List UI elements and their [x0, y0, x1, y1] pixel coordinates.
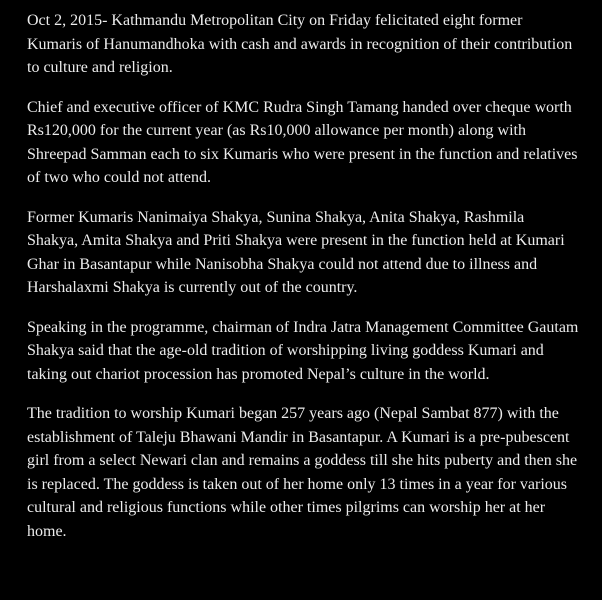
- article-paragraph: Chief and executive officer of KMC Rudra Singh Tamang handed over cheque worth Rs120,000 for the current year (as Rs10,000 allowance per month) along with Shreepad Samman each to six Kumaris who were present in the function and relatives of two who could not attend.: [27, 98, 578, 186]
- article-paragraph: The tradition to worship Kumari began 257 years ago (Nepal Sambat 877) with the establishment of Taleju Bhawani Mandir in Basantapur. A Kumari is a pre-pubescent girl from a select Newari clan and remains a goddess till she hits puberty and then she is replaced. The goddess is taken out of her home only 13 times in a year for various cultural and religious functions while other times pilgrims can worship her at her home.: [27, 405, 578, 540]
- article-body: [27, 9, 579, 543]
- article-paragraph: Speaking in the programme, chairman of Indra Jatra Management Committee Gautam Shakya said that the age-old tradition of worshipping living goddess Kumari and taking out chariot procession has promoted Nepal’s culture in the world.: [27, 318, 579, 383]
- article-paragraph: Oct 2, 2015- Kathmandu Metropolitan City on Friday felicitated eight former Kumaris of Hanumandhoka with cash and awards in recognition of their contribution to culture and religion.: [27, 12, 573, 76]
- article-paragraph: Former Kumaris Nanimaiya Shakya, Sunina Shakya, Anita Shakya, Rashmila Shakya, Amita Shakya and Priti Shakya were present in the function held at Kumari Ghar in Basantapur while Nanisobha Shakya could not attend due to illness and Harshalaxmi Shakya is currently out of the country.: [27, 208, 565, 296]
